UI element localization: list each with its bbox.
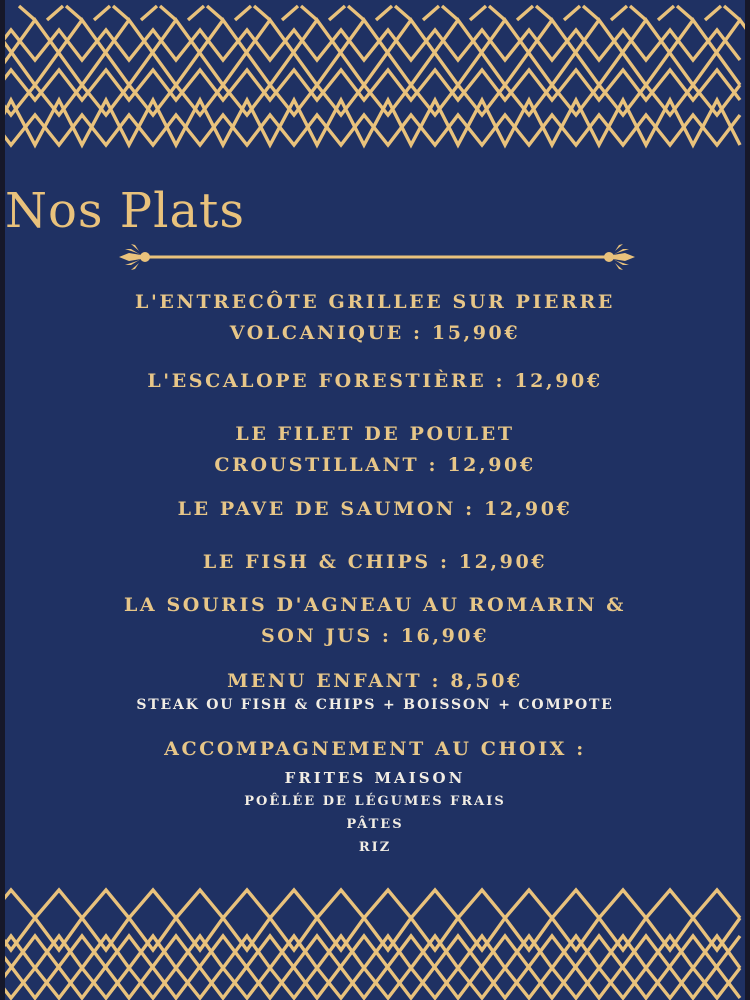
dish-fish-chips xyxy=(5,547,745,578)
dish-name: L'ESCALOPE FORESTIÈRE : 12,90€ xyxy=(147,370,603,392)
ornamental-divider xyxy=(117,241,637,273)
dish-price-line: VOLCANIQUE : 15,90€ xyxy=(229,322,521,344)
dish-pave-saumon xyxy=(5,494,745,525)
dish-escalope xyxy=(5,366,745,397)
kids-menu-label: MENU ENFANT : 8,50€ xyxy=(227,670,523,692)
dish-name: L'ENTRECÔTE GRILLEE SUR PIERRE xyxy=(135,291,615,313)
dish-souris-agneau xyxy=(5,590,745,652)
side-option: FRITES MAISON xyxy=(284,769,466,787)
page-title: Nos Plats xyxy=(5,183,245,239)
dish-name: LE FISH & CHIPS : 12,90€ xyxy=(202,551,548,573)
menu-page xyxy=(5,0,745,1000)
dish-name: LA SOURIS D'AGNEAU AU ROMARIN & xyxy=(123,594,627,616)
dish-entrecote xyxy=(5,287,745,349)
kids-menu-detail: STEAK OU FISH & CHIPS + BOISSON + COMPOTE xyxy=(136,697,614,713)
dish-price-line: CROUSTILLANT : 12,90€ xyxy=(214,454,536,476)
diamond-lattice-pattern-bottom xyxy=(5,868,745,1000)
side-option: PÂTES xyxy=(346,817,404,832)
dish-name: LE PAVE DE SAUMON : 12,90€ xyxy=(177,498,573,520)
dish-name: LE FILET DE POULET xyxy=(235,423,515,445)
dish-price-line: SON JUS : 16,90€ xyxy=(260,625,490,647)
dish-filet-poulet xyxy=(5,419,745,481)
side-option: RIZ xyxy=(358,840,392,855)
side-option: POÊLÉE DE LÉGUMES FRAIS xyxy=(244,794,506,809)
sides-list xyxy=(5,767,745,859)
diamond-lattice-pattern-top xyxy=(5,0,745,150)
sides-heading: ACCOMPAGNEMENT AU CHOIX : xyxy=(164,738,586,760)
